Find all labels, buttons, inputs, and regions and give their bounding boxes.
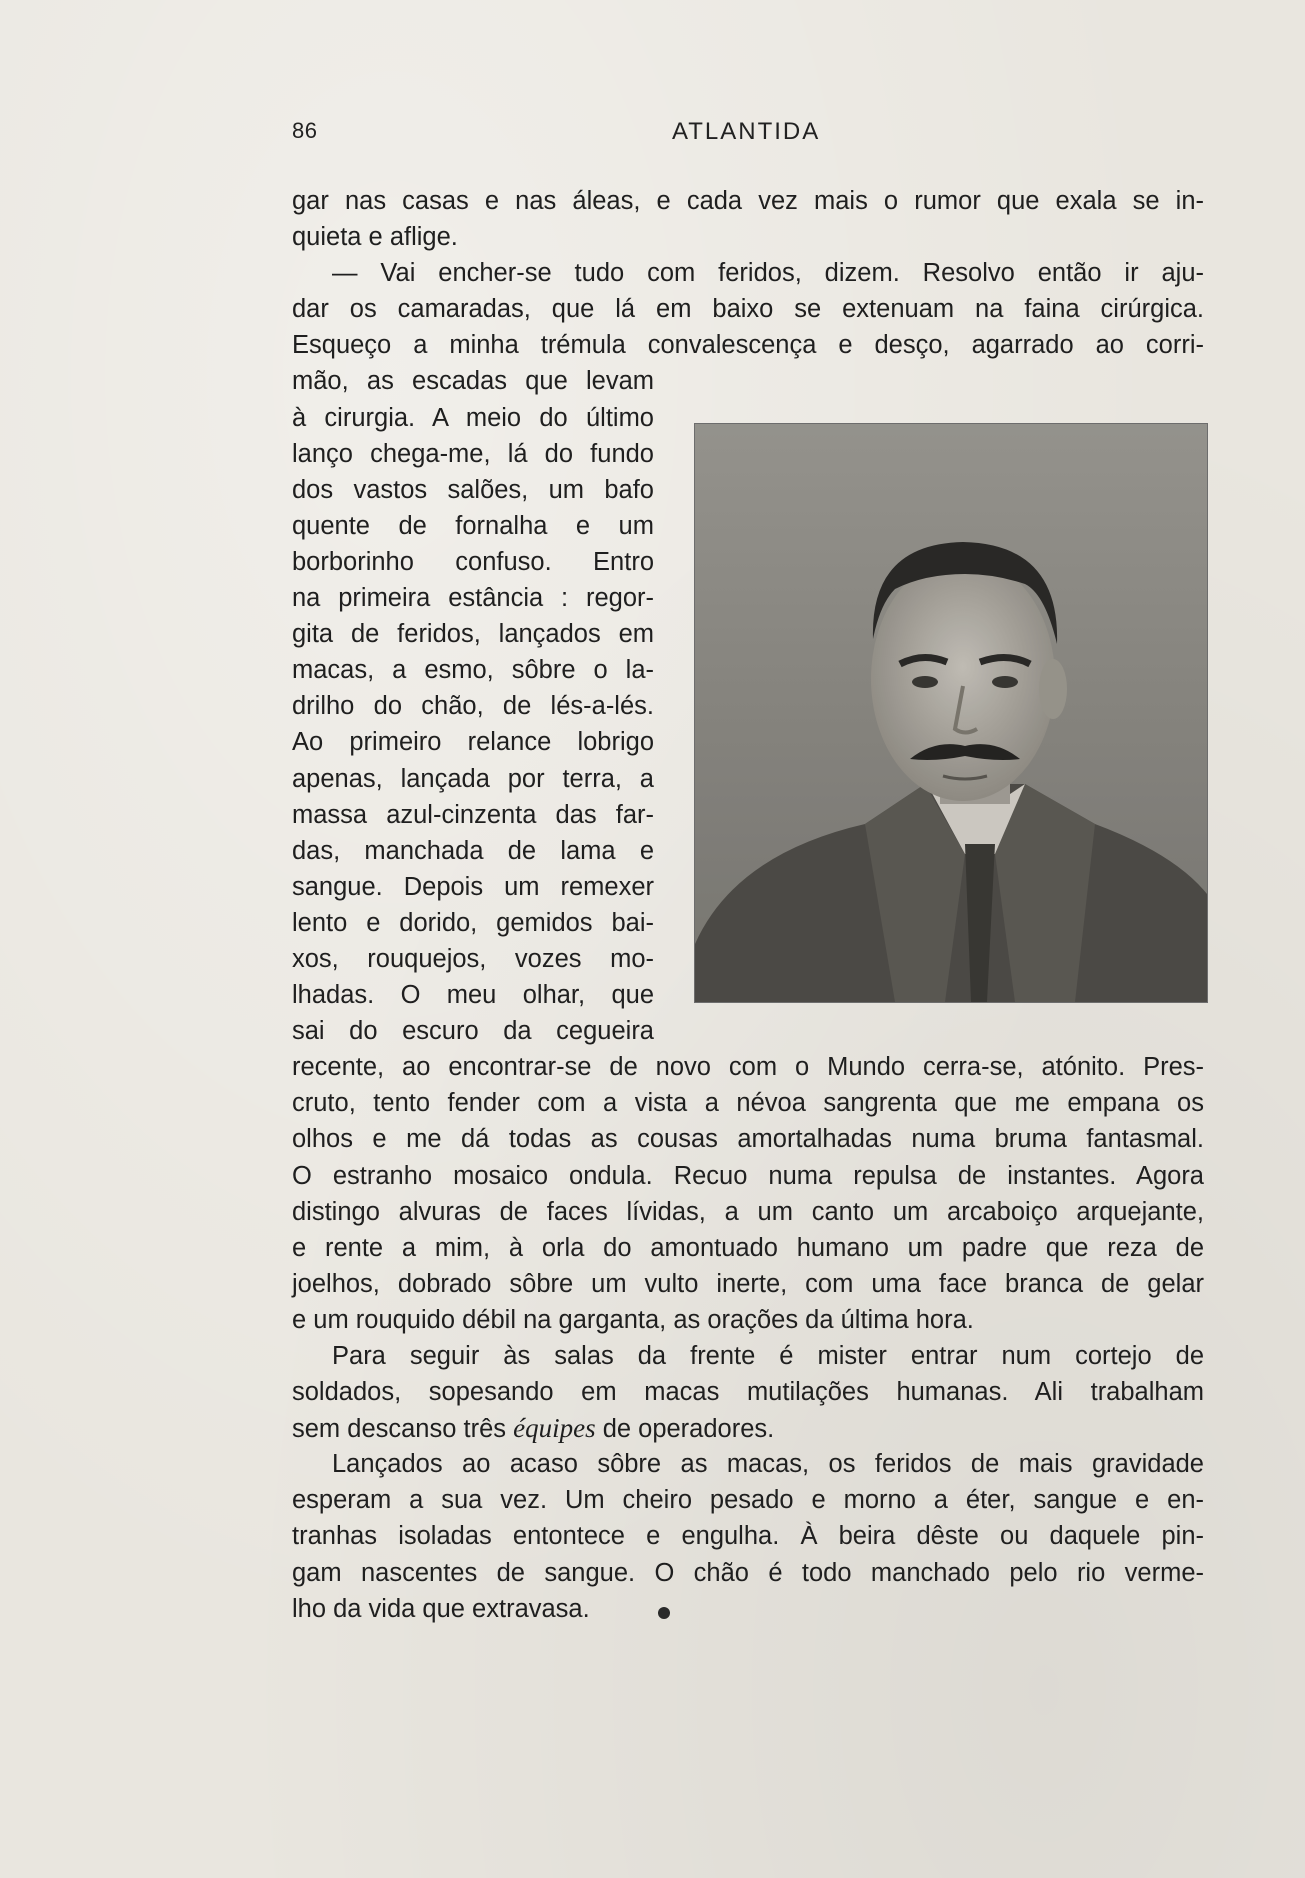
text-line: lento e dorido, gemidos bai- (292, 908, 654, 937)
text-line: Ao primeiro relance lobrigo (292, 728, 654, 757)
running-head (292, 118, 1204, 148)
page-number: 86 (292, 118, 318, 143)
text-line: xos, rouquejos, vozes mo- (292, 944, 654, 973)
text-line: das, manchada de lama e (292, 836, 654, 865)
text-line: joelhos, dobrado sôbre um vulto inerte, com uma face branca de gelar (292, 1269, 1204, 1298)
text-line: distingo alvuras de faces lívidas, a um canto um arcaboiço arquejante, (292, 1197, 1204, 1226)
text-line: gam nascentes de sangue. O chão é todo manchado pelo rio verme- (292, 1558, 1204, 1587)
text-line: quente de fornalha e um (292, 511, 654, 540)
text-line: massa azul-cinzenta das far- (292, 800, 654, 829)
text-line: quieta e aflige. (292, 223, 458, 252)
text-line: apenas, lançada por terra, a (292, 764, 654, 793)
text-line: tranhas isoladas entontece e engulha. À beira dêste ou daquele pin- (292, 1522, 1204, 1551)
text-line: gita de feridos, lançados em (292, 620, 654, 649)
text-line: Esqueço a minha trémula convalescença e desço, agarrado ao corri- (292, 331, 1204, 360)
text-line: macas, a esmo, sôbre o la- (292, 656, 654, 685)
text-line: e um rouquido débil na garganta, as orações da última hora. (292, 1305, 974, 1334)
text-line: mão, as escadas que levam (292, 367, 654, 396)
portrait-icon (695, 424, 1207, 1002)
text-line: lanço chega-me, lá do fundo (292, 439, 654, 468)
text-fragment: sem descanso três (292, 1415, 507, 1444)
running-title: ATLANTIDA (672, 118, 821, 145)
text-line: gar nas casas e nas áleas, e cada vez mais o rumor que exala se in- (292, 187, 1204, 215)
text-line: O estranho mosaico ondula. Recuo numa repulsa de instantes. Agora (292, 1161, 1204, 1190)
text-fragment: de operadores. (602, 1415, 775, 1444)
text-line: e rente a mim, à orla do amontuado humano um padre que reza de (292, 1233, 1204, 1262)
text-line: olhos e me dá todas as cousas amortalhadas numa bruma fantasmal. (292, 1125, 1204, 1154)
text-line: esperam a sua vez. Um cheiro pesado e morno a éter, sangue e en- (292, 1486, 1204, 1515)
text-line: sangue. Depois um remexer (292, 872, 654, 901)
text-line: à cirurgia. A meio do último (292, 403, 654, 432)
text-line: lho da vida que extravasa. (292, 1594, 590, 1623)
text-line: dar os camaradas, que lá em baixo se extenuam na faina cirúrgica. (292, 295, 1204, 324)
text-line (292, 1410, 1204, 1446)
text-line: na primeira estância : regor- (292, 584, 654, 613)
text-line: dos vastos salões, um bafo (292, 475, 654, 504)
text-line: recente, ao encontrar-se de novo com o Mundo cerra-se, atónito. Pres- (292, 1053, 1204, 1082)
text-line: cruto, tento fender com a vista a névoa sangrenta que me empana os (292, 1089, 1204, 1118)
end-ornament (658, 1607, 670, 1619)
text-line: borborinho confuso. Entro (292, 547, 654, 576)
text-line: sai do escuro da cegueira (292, 1017, 654, 1046)
text-line: Lançados ao acaso sôbre as macas, os feridos de mais gravidade (332, 1450, 1204, 1479)
text-line: soldados, sopesando em macas mutilações humanas. Ali trabalham (292, 1378, 1204, 1407)
portrait-photograph (694, 423, 1208, 1003)
text-line: — Vai encher-se tudo com feridos, dizem. Resolvo então ir aju- (332, 259, 1204, 288)
italic-word: équipes (513, 1413, 596, 1444)
text-line: drilho do chão, de lés-a-lés. (292, 692, 654, 721)
text-line: lhadas. O meu olhar, que (292, 981, 654, 1010)
text-line: Para seguir às salas da frente é mister entrar num cortejo de (332, 1342, 1204, 1370)
